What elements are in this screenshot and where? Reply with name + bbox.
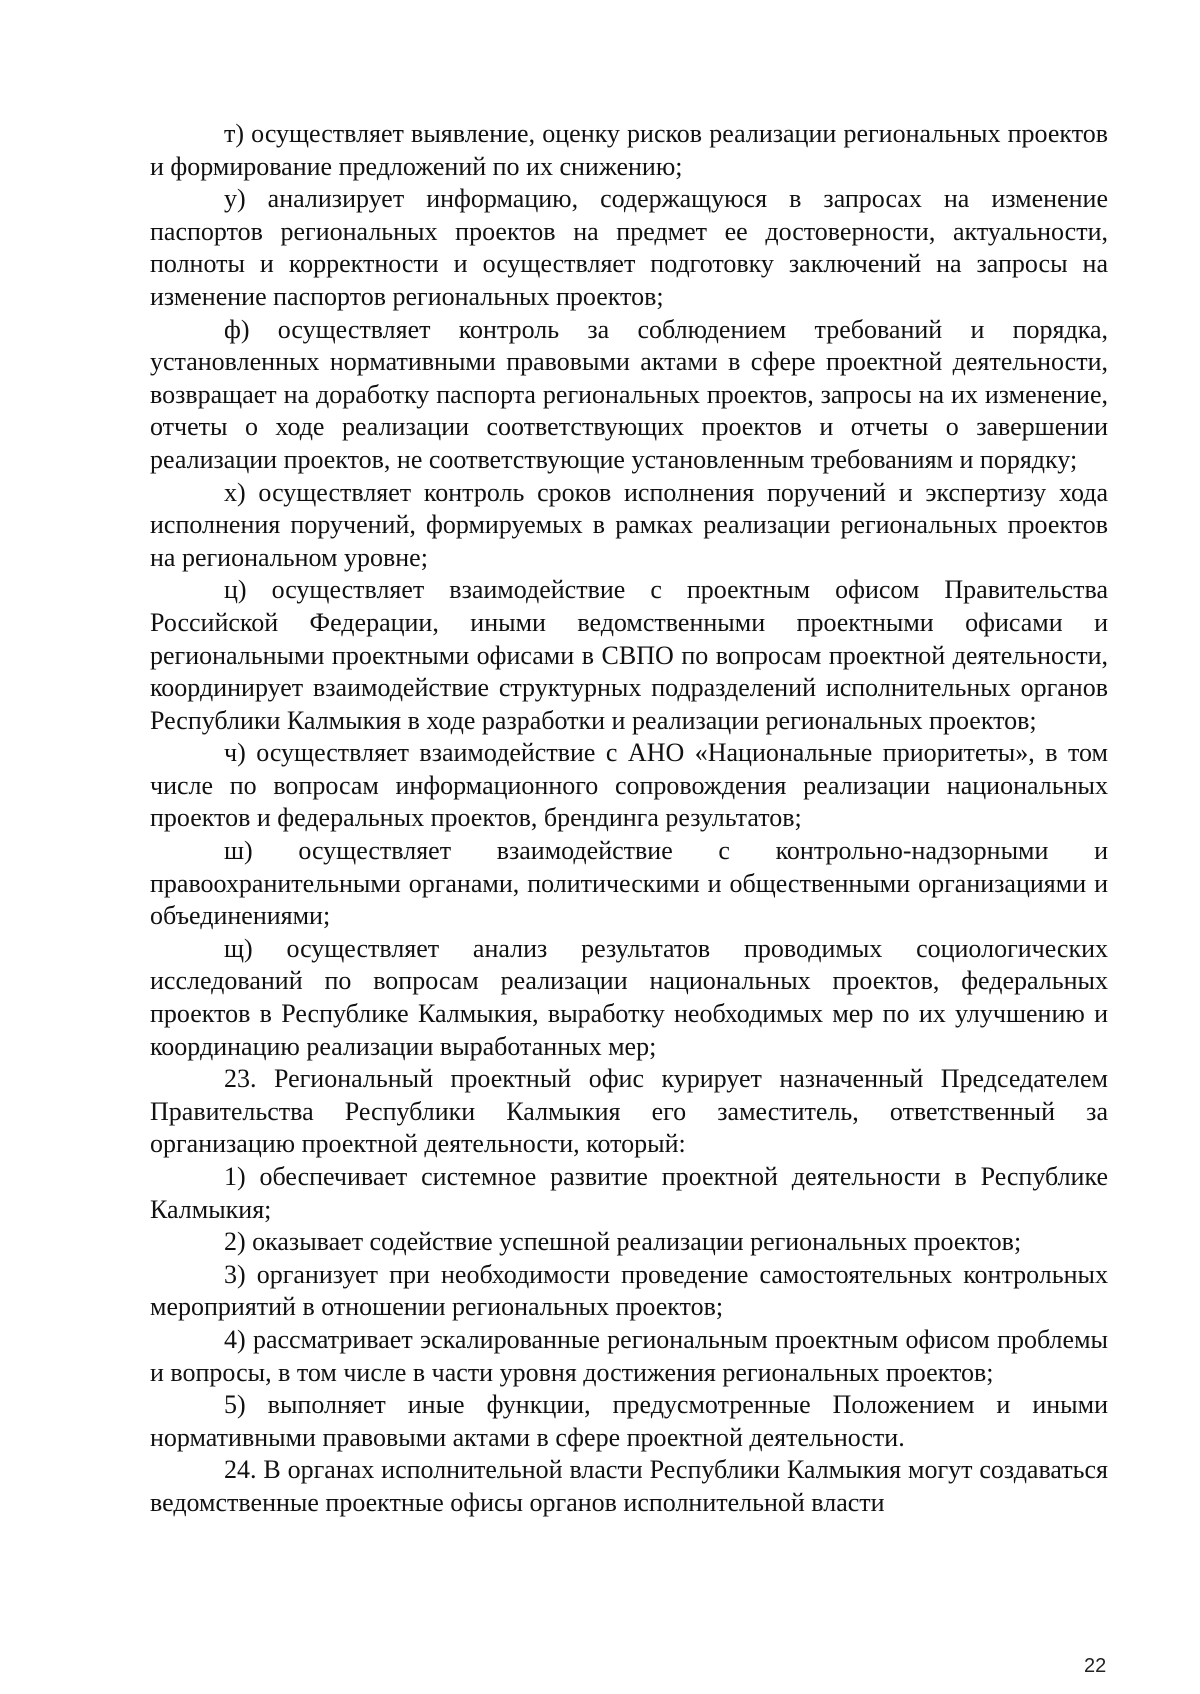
document-body (150, 118, 1108, 1520)
item-2: 2) оказывает содействие успешной реализации региональных проектов; (224, 1227, 1022, 1257)
paragraph-ch: ч) осуществляет взаимодействие с АНО «Национальные приоритеты», в том числе по вопросам информационного сопровождения реализации национальных проектов и федеральных проектов, брендинга результатов; (150, 738, 1108, 833)
paragraph-f: ф) осуществляет контроль за соблюдением требований и порядка, установленных нормативными правовыми актами в сфере проектной деятельности, возвращает на доработку паспорта региональных проектов, запросы на их изменение, отчеты о ходе реализации соответствующих проектов и отчеты о завершении реализации проектов, не соответствующие установленным требованиям и порядку; (150, 314, 1108, 474)
paragraph-shch: щ) осуществляет анализ результатов проводимых социологических исследований по вопросам реализации национальных проектов, федеральных проектов в Республике Калмыкия, выработку необходимых мер по их улучшению и координацию реализации выработанных мер; (150, 933, 1108, 1061)
paragraph-ts: ц) осуществляет взаимодействие с проектным офисом Правительства Российской Федерации, иными ведомственными проектными офисами и региональными проектными офисами в СВПО по вопросам проектной деятельности, координирует взаимодействие структурных подразделений исполнительных органов Республики Калмыкия в ходе разработки и реализации региональных проектов; (150, 575, 1108, 735)
section-23: 23. Региональный проектный офис курирует назначенный Председателем Правительства Республики Калмыкия его заместитель, ответственный за организацию проектной деятельности, который: (150, 1064, 1108, 1159)
paragraph-u: у) анализирует информацию, содержащуюся в запросах на изменение паспортов региональных проектов на предмет ее достоверности, актуальности, полноты и корректности и осуществляет подготовку заключений на запросы на изменение паспортов региональных проектов; (150, 184, 1108, 311)
paragraph-kh: х) осуществляет контроль сроков исполнения поручений и экспертизу хода исполнения поручений, формируемых в рамках реализации региональных проектов на региональном уровне; (150, 477, 1108, 572)
item-3: 3) организует при необходимости проведение самостоятельных контрольных мероприятий в отношении региональных проектов; (150, 1259, 1108, 1322)
item-1: 1) обеспечивает системное развитие проектной деятельности в Республике Калмыкия; (150, 1162, 1108, 1224)
paragraph-t: т) осуществляет выявление, оценку рисков реализации региональных проектов и формирование предложений по их снижению; (150, 119, 1108, 181)
page-number: 22 (1084, 1655, 1107, 1677)
paragraph-sh: ш) осуществляет взаимодействие с контрольно-надзорными и правоохранительными органами, политическими и общественными организациями и объединениями; (150, 836, 1108, 931)
section-24: 24. В органах исполнительной власти Республики Калмыкия могут создаваться ведомственные проектные офисы органов исполнительной власти (150, 1455, 1108, 1517)
item-5: 5) выполняет иные функции, предусмотренные Положением и иными нормативными правовыми актами в сфере проектной деятельности. (150, 1390, 1108, 1452)
item-4: 4) рассматривает эскалированные региональным проектным офисом проблемы и вопросы, в том числе в части уровня достижения региональных проектов; (150, 1324, 1108, 1387)
